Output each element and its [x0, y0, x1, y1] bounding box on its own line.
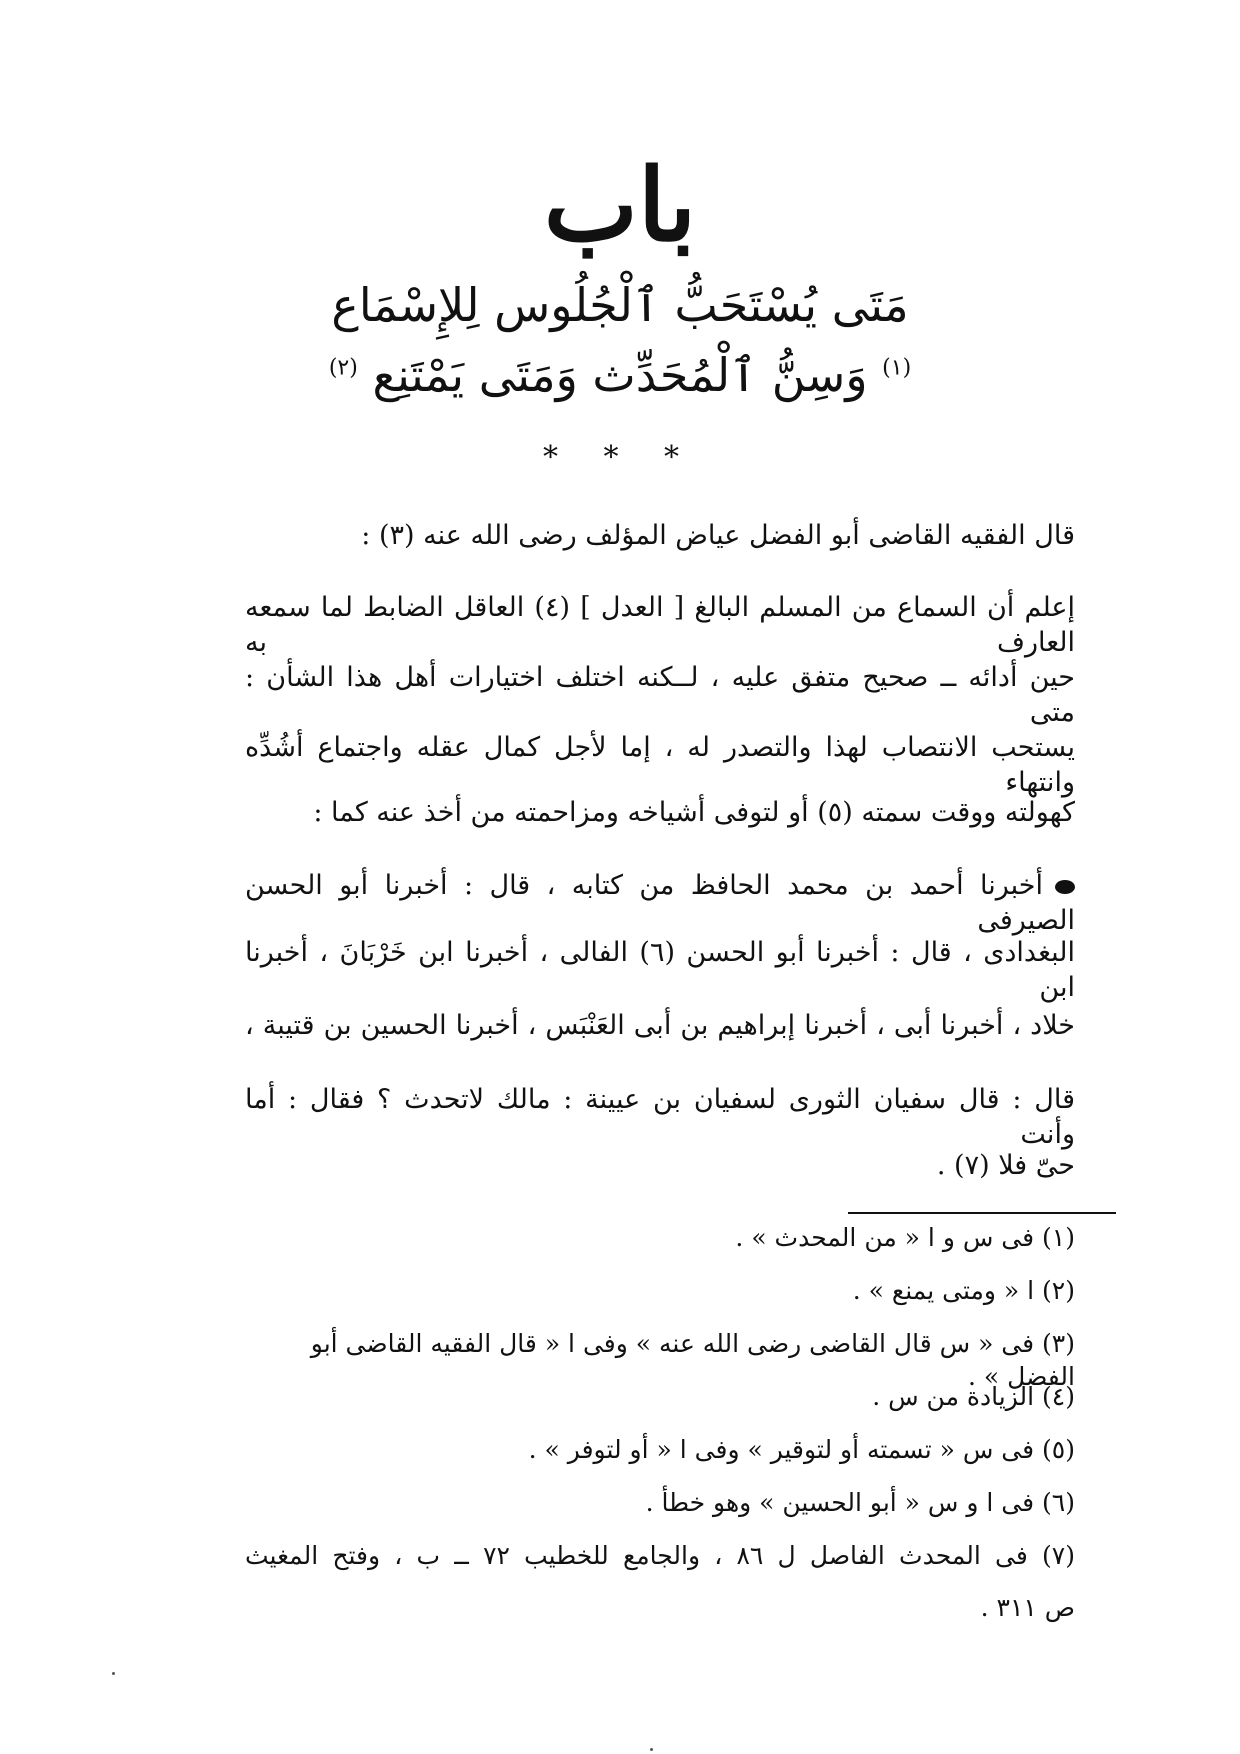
paragraph-1-line: يستحب الانتصاب لهذا والتصدر له ، إما لأجل كمال عقله واجتماع أشُدِّه وانتهاء [245, 732, 1075, 799]
title-note-2: (٢) [328, 355, 358, 381]
paragraph-1-line: حين أدائه ــ صحيح متفق عليه ، لــكنه اختلف اختيارات أهل هذا الشأن : متى [245, 662, 1075, 729]
chapter-title-line-1: مَتَى يُسْتَحَبُّ ٱلْجُلُوس لِلإِسْمَاع [331, 278, 909, 332]
intro-line: قال الفقيه القاضى أبو الفضل عياض المؤلف رضى الله عنه (٣) : [361, 520, 1075, 551]
scan-speck [650, 1748, 653, 1751]
footnote-divider [848, 1212, 1116, 1214]
footnote: (٦) فى ا و س « أبو الحسين » وهو خطأ . [645, 1488, 1075, 1517]
paragraph-2-line-text: أخبرنا أحمد بن محمد الحافظ من كتابه ، قال : أخبرنا أبو الحسن الصيرفى [245, 870, 1075, 937]
footnote-continuation: ص ٣١١ . [980, 1593, 1075, 1622]
footnote: (٢) ا « ومتى يمنع » . [852, 1276, 1075, 1305]
bullet-icon [1055, 880, 1075, 894]
footnote: (٧) فى المحدث الفاصل ل ٨٦ ، والجامع للخطيب ٧٢ ــ ب ، وفتح المغيث [245, 1541, 1075, 1570]
footnote: (١) فى س و ا « من المحدث » . [735, 1223, 1075, 1252]
paragraph-1-line: كهولته ووقت سمته (٥) أو لتوفى أشياخه ومزاحمته من أخذ عنه كما : [313, 797, 1075, 828]
scan-speck [112, 1672, 115, 1675]
paragraph-2-line: حىّ فلا (٧) . [936, 1150, 1075, 1181]
chapter-heading: باب [543, 146, 697, 264]
paragraph-2-line: البغدادى ، قال : أخبرنا أبو الحسن (٦) الفالى ، أخبرنا ابن خَرْبَانَ ، أخبرنا ابن [245, 937, 1075, 1004]
section-separator: * * * [542, 440, 698, 475]
chapter-title-line-2-text: وَسِنُّ ٱلْمُحَدِّث وَمَتَى يَمْتَنِع [372, 348, 868, 402]
chapter-title-line-2 [0, 348, 1240, 403]
footnote: (٣) فى « س قال القاضى رضى الله عنه » وفى ا « قال الفقيه القاضى أبو الفضل » . [310, 1329, 1075, 1391]
paragraph-2-line: قال : قال سفيان الثورى لسفيان بن عيينة : مالك لاتحدث ؟ فقال : أما وأنت [245, 1084, 1075, 1151]
title-note-1: (١) [882, 355, 912, 381]
paragraph-2-line-first [245, 868, 1075, 938]
footnote: (٤) الزيادة من س . [872, 1382, 1075, 1411]
footnote: (٥) فى س « تسمته أو لتوقير » وفى ا « أو لتوفر » . [528, 1435, 1075, 1464]
paragraph-1-line: إعلم أن السماع من المسلم البالغ [ العدل ] (٤) العاقل الضابط لما سمعه العارف به [245, 592, 1075, 659]
paragraph-2-line: خلاد ، أخبرنا أبى ، أخبرنا إبراهيم بن أبى العَنْبَس ، أخبرنا الحسين بن قتيبة ، [245, 1010, 1075, 1041]
